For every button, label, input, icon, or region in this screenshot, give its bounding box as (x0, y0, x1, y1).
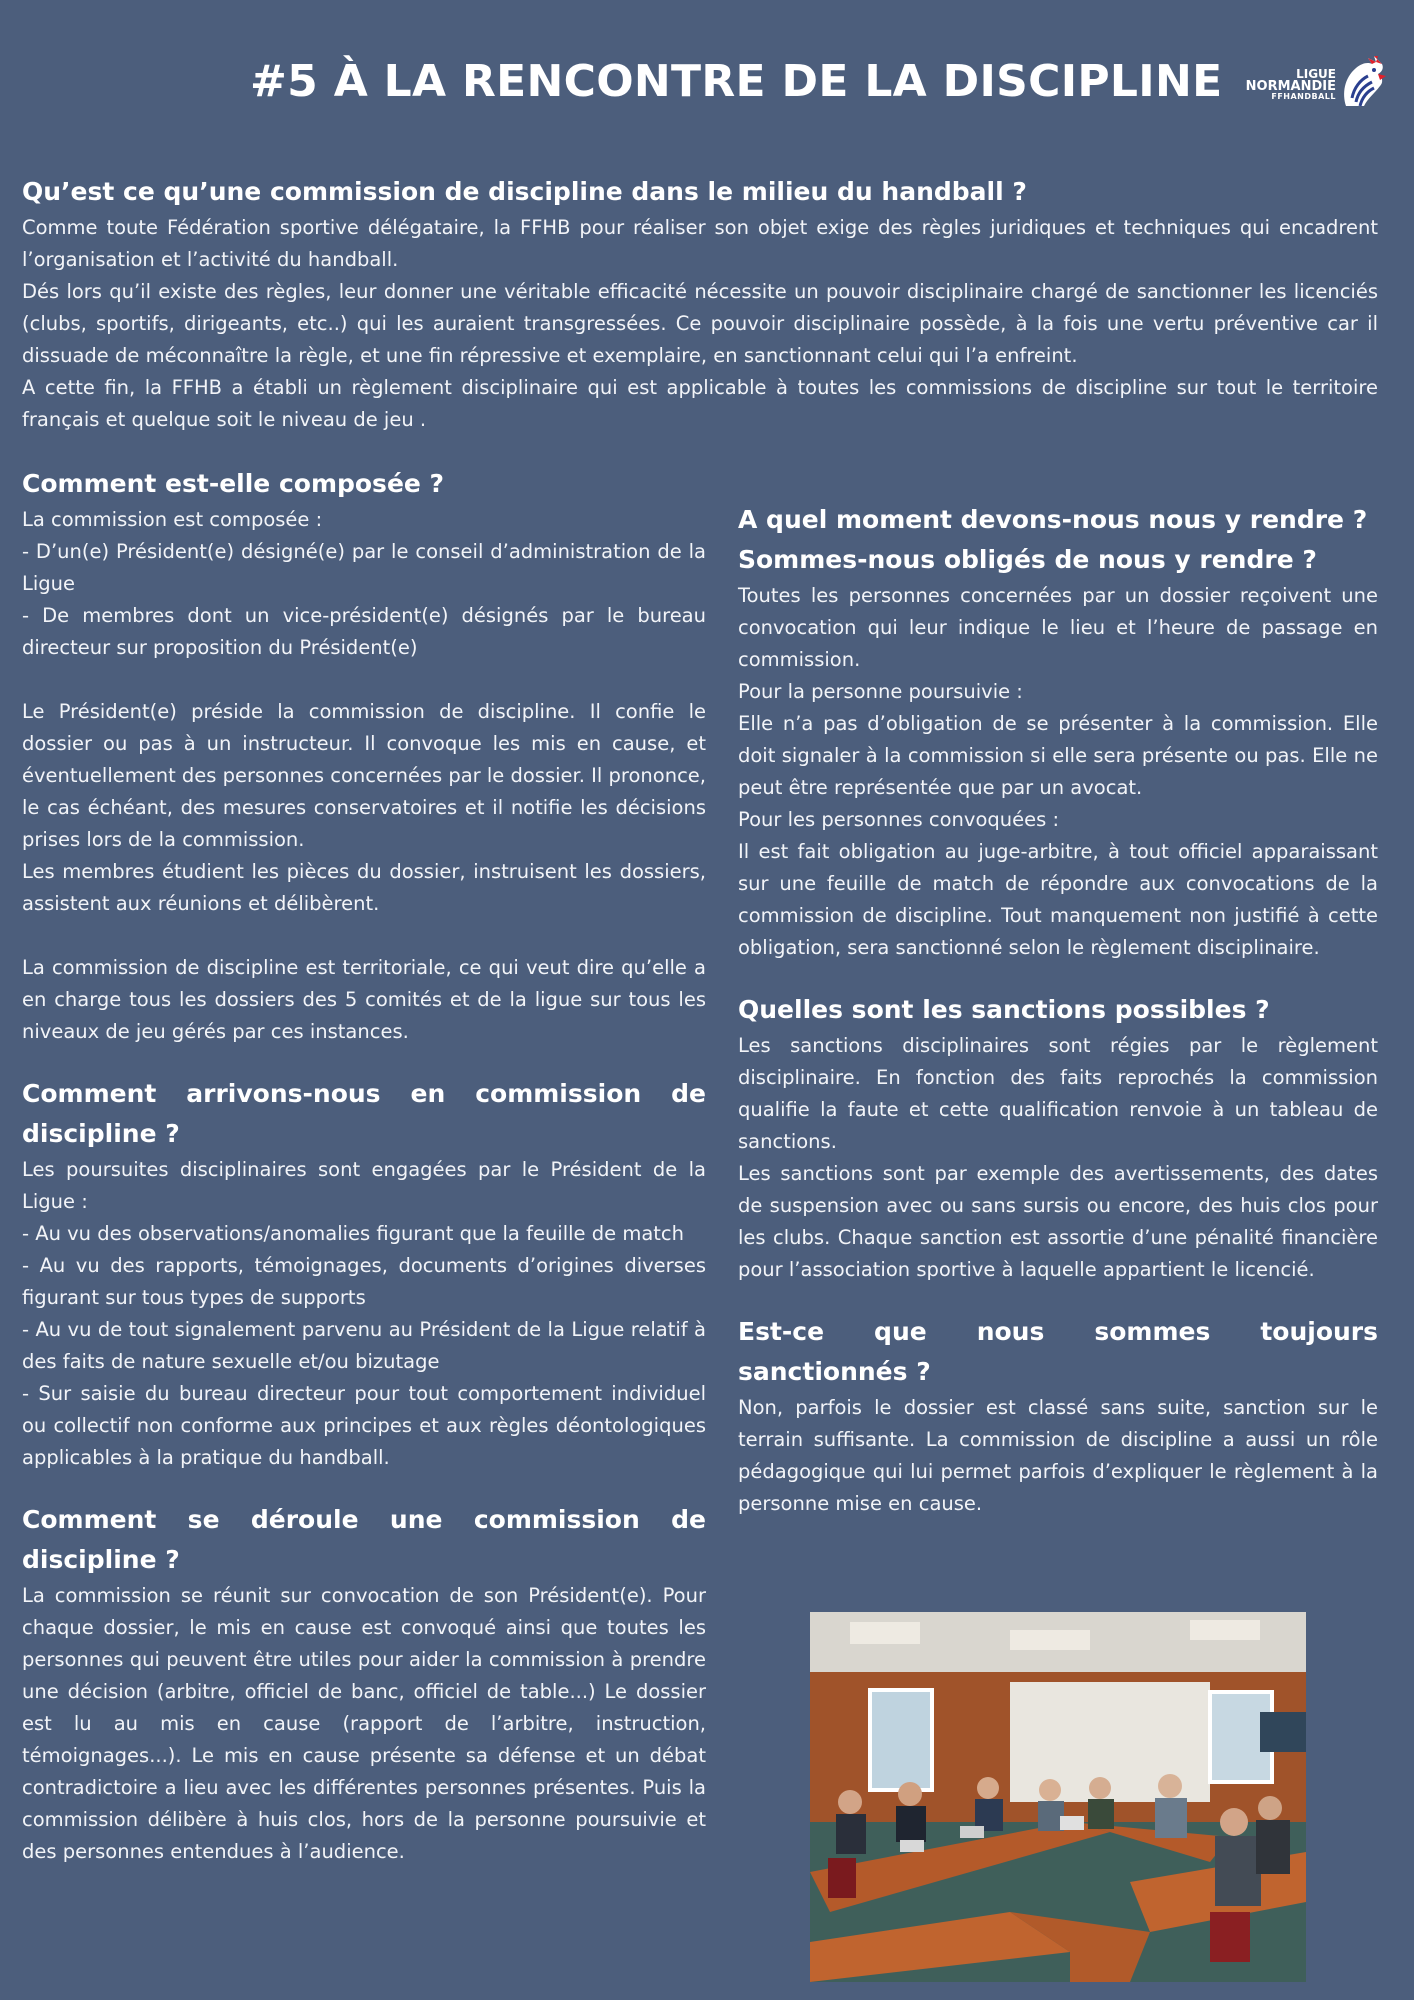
moment-paragraph-4: Pour les personnes convoquées : (738, 808, 1060, 831)
composition-paragraph-4: Le Président(e) préside la commission de discipline. Il confie le dossier ou pas à un instructeur. Il convoque les mis en cause, et éventuellement des personnes concernées par le dossier. Il prononce, le cas échéant, des mesures conservatoires et il notifie les décisions prises lors de la commission. (22, 700, 706, 851)
arrive-paragraph-5: - Sur saisie du bureau directeur pour tout comportement individuel ou collectif non conforme aux principes et aux règles déontologiques applicables à la pratique du handball. (22, 1382, 706, 1469)
composition-paragraph-6: La commission de discipline est territoriale, ce qui veut dire qu’elle a en charge tous les dossiers des 5 comités et de la ligue sur tous les niveaux de jeu gérés par ces instances. (22, 956, 706, 1043)
sanctions-section (738, 990, 1378, 1286)
arrive-paragraph-1: Les poursuites disciplinaires sont engagées par le Président de la Ligue : (22, 1158, 706, 1213)
moment-heading-2: Sommes-nous obligés de nous y rendre ? (738, 545, 1317, 574)
right-column (738, 500, 1378, 1520)
arrive-heading: Comment arrivons-nous en commission de discipline ? (22, 1079, 706, 1148)
moment-heading-1: A quel moment devons-nous nous y rendre ? (738, 505, 1368, 534)
intro-section (22, 172, 1378, 436)
ligue-normandie-logo (1228, 54, 1388, 114)
intro-paragraph-2: Dés lors qu’il existe des règles, leur donner une véritable efficacité nécessite un pouvoir disciplinaire chargé de sanctionner les licenciés (clubs, sportifs, dirigeants, etc..) qui les auraient transgressées. Ce pouvoir disciplinaire possède, à la fois une vertu préventive car il dissuade de méconnaître la règle, et une fin répressive et exemplaire, en sanctionnant celui qui l’a enfreint. (22, 280, 1378, 367)
logo-line-2: NORMANDIE (1245, 79, 1336, 94)
arrive-paragraph-2: - Au vu des observations/anomalies figurant que la feuille de match (22, 1222, 684, 1245)
deroule-paragraph-1: La commission se réunit sur convocation de son Président(e). Pour chaque dossier, le mis en cause est convoqué ainsi que toutes les personnes qui peuvent être utiles pour aider la commission à prendre une décision (arbitre, officiel de banc, officiel de table...) Le dossier est lu au mis en cause (rapport de l’arbitre, instruction, témoignages...). Le mis en cause présente sa défense et un débat contradictoire a lieu avec les différentes personnes présentes. Puis la commission délibère à huis clos, hors de la personne poursuivie et des personnes entendues à l’audience. (22, 1584, 706, 1863)
logo-line-1: LIGUE (1296, 67, 1336, 81)
arrive-section (22, 1074, 706, 1474)
meeting-room-photo (810, 1612, 1306, 1982)
moment-paragraph-3: Elle n’a pas d’obligation de se présenter à la commission. Elle doit signaler à la commission si elle sera présente ou pas. Elle ne peut être représentée que par un avocat. (738, 712, 1378, 799)
sanctions-heading: Quelles sont les sanctions possibles ? (738, 995, 1270, 1024)
moment-paragraph-2: Pour la personne poursuivie : (738, 680, 1023, 703)
toujours-section (738, 1312, 1378, 1520)
composition-heading: Comment est-elle composée ? (22, 469, 445, 498)
composition-paragraph-3: - De membres dont un vice-président(e) désignés par le bureau directeur sur proposition du Président(e) (22, 604, 706, 659)
rooster-logo-icon (1338, 54, 1388, 112)
page-header (0, 48, 1414, 118)
meeting-room-illustration (810, 1612, 1306, 1982)
logo-text (1246, 68, 1336, 101)
intro-paragraph-1: Comme toute Fédération sportive délégataire, la FFHB pour réaliser son objet exige des règles juridiques et techniques qui encadrent l’organisation et l’activité du handball. (22, 216, 1378, 271)
sanctions-paragraph-1: Les sanctions disciplinaires sont régies par le règlement disciplinaire. En fonction des faits reprochés la commission qualifie la faute et cette qualification renvoie à un tableau de sanctions. (738, 1034, 1378, 1153)
moment-paragraph-5: Il est fait obligation au juge-arbitre, à tout officiel apparaissant sur une feuille de match de répondre aux convocations de la commission de discipline. Tout manquement non justifié à cette obligation, sera sanctionné selon le règlement disciplinaire. (738, 840, 1378, 959)
composition-section (22, 464, 706, 1048)
deroule-section (22, 1500, 706, 1868)
composition-paragraph-5: Les membres étudient les pièces du dossier, instruisent les dossiers, assistent aux réunions et délibèrent. (22, 860, 706, 915)
arrive-paragraph-3: - Au vu des rapports, témoignages, documents d’origines diverses figurant sur tous types de supports (22, 1254, 706, 1309)
moment-section (738, 500, 1378, 964)
arrive-paragraph-4: - Au vu de tout signalement parvenu au Président de la Ligue relatif à des faits de nature sexuelle et/ou bizutage (22, 1318, 706, 1373)
toujours-heading: Est-ce que nous sommes toujours sanctionnés ? (738, 1317, 1378, 1386)
composition-paragraph-1: La commission est composée : (22, 508, 323, 531)
composition-paragraph-2: - D’un(e) Président(e) désigné(e) par le conseil d’administration de la Ligue (22, 540, 706, 595)
sanctions-paragraph-2: Les sanctions sont par exemple des avertissements, des dates de suspension avec ou sans sursis ou encore, des huis clos pour les clubs. Chaque sanction est assortie d’une pénalité financière pour l’association sportive à laquelle appartient le licencié. (738, 1162, 1378, 1281)
moment-paragraph-1: Toutes les personnes concernées par un dossier reçoivent une convocation qui leur indique le lieu et l’heure de passage en commission. (738, 584, 1378, 671)
intro-heading: Qu’est ce qu’une commission de discipline dans le milieu du handball ? (22, 177, 1027, 206)
page-title: #5 À LA RENCONTRE DE LA DISCIPLINE (250, 56, 1223, 107)
deroule-heading: Comment se déroule une commission de discipline ? (22, 1505, 706, 1574)
logo-line-3: FFHANDBALL (1271, 92, 1336, 101)
intro-paragraph-3: A cette fin, la FFHB a établi un règlement disciplinaire qui est applicable à toutes les commissions de discipline sur tout le territoire français et quelque soit le niveau de jeu . (22, 376, 1378, 431)
toujours-paragraph-1: Non, parfois le dossier est classé sans suite, sanction sur le terrain suffisante. La commission de discipline a aussi un rôle pédagogique qui lui permet parfois d’expliquer le règlement à la personne mise en cause. (738, 1396, 1378, 1515)
left-column (22, 464, 706, 1868)
